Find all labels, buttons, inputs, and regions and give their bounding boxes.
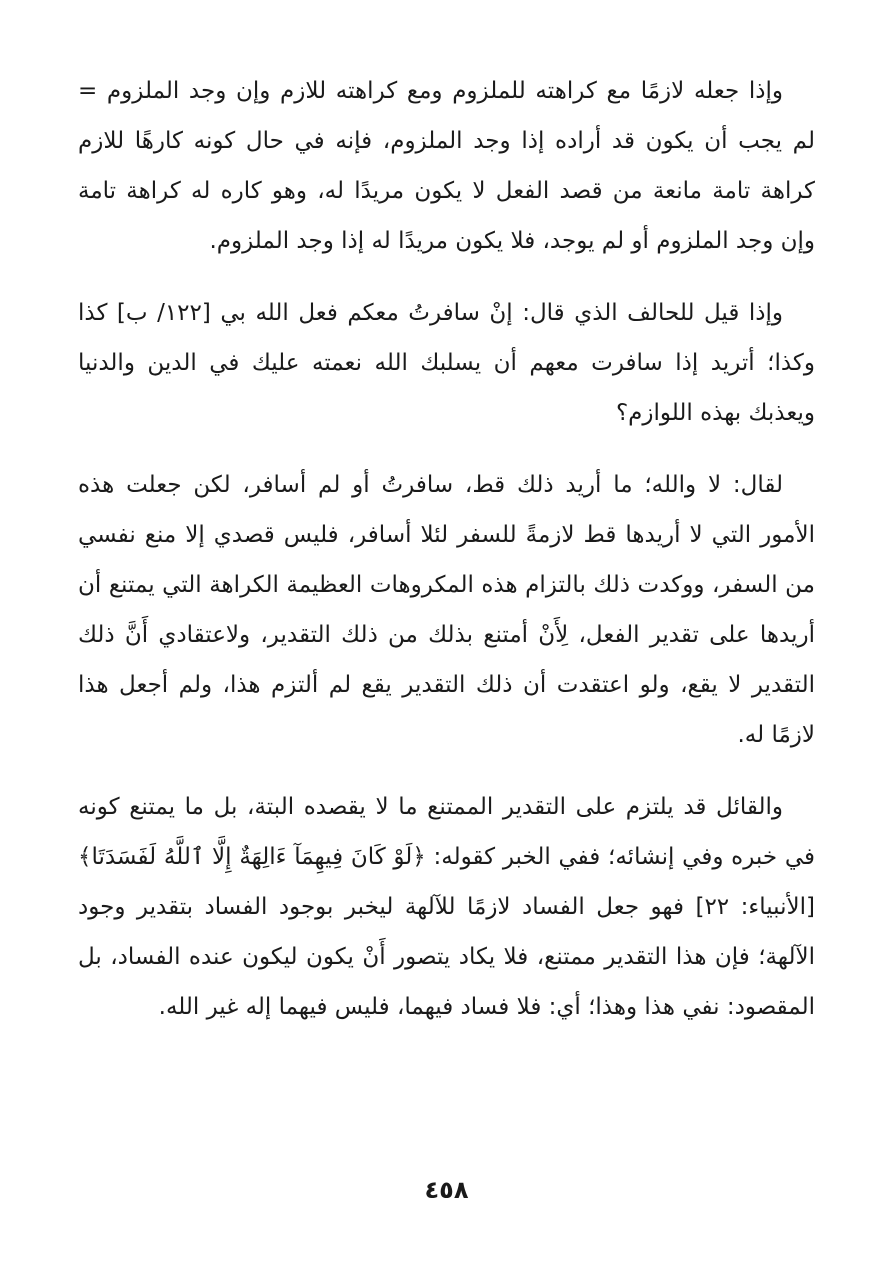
- paragraph-1: وإذا جعله لازمًا مع كراهته للملزوم ومع كراهته للازم وإن وجد الملزوم = لم يجب أن يكون قد أراده إذا وجد الملزوم، فإنه في حال كونه كارهًا للازم كراهة تامة مانعة من قصد الفعل لا يكون مريدًا له، وهو كاره له كراهة تامة وإن وجد الملزوم أو لم يوجد، فلا يكون مريدًا له إذا وجد الملزوم.: [78, 78, 815, 254]
- paragraph-2: وإذا قيل للحالف الذي قال: إنْ سافرتُ معكم فعل الله بي [١٢٢/ ب] كذا وكذا؛ أتريد إذا سافرت معهم أن يسلبك الله نعمته عليك في الدين والدنيا ويعذبك بهذه اللوازم؟: [78, 300, 815, 426]
- page-number: ٤٥٨: [424, 1176, 469, 1204]
- page-body: [78, 66, 815, 1032]
- paragraph-3: لقال: لا والله؛ ما أريد ذلك قط، سافرتُ أو لم أسافر، لكن جعلت هذه الأمور التي لا أريدها قط لازمةً للسفر لئلا أسافر، فليس قصدي إلا منع نفسي من السفر، ووكدت ذلك بالتزام هذه المكروهات العظيمة الكراهة التي يمتنع أن أريدها على تقدير الفعل، لِأَنْ أمتنع بذلك من ذلك التقدير، ولاعتقادي أَنَّ ذلك التقدير لا يقع، ولو اعتقدت أن ذلك التقدير يقع لم ألتزم هذا، ولم أجعل هذا لازمًا له.: [78, 472, 815, 748]
- paragraph-4: والقائل قد يلتزم على التقدير الممتنع ما لا يقصده البتة، بل ما يمتنع كونه في خبره وفي إنشائه؛ ففي الخبر كقوله: ﴿لَوْ كَانَ فِيهِمَآ ءَالِهَةٌ إِلَّا ٱللَّهُ لَفَسَدَتَا﴾ [الأنبياء: ٢٢] فهو جعل الفساد لازمًا للآلهة ليخبر بوجود الفساد بتقدير وجود الآلهة؛ فإن هذا التقدير ممتنع، فلا يكاد يتصور أَنْ يكون ليكون عنده الفساد، بل المقصود: نفي هذا وهذا؛ أي: فلا فساد فيهما، فليس فيهما إله غير الله.: [78, 794, 815, 1020]
